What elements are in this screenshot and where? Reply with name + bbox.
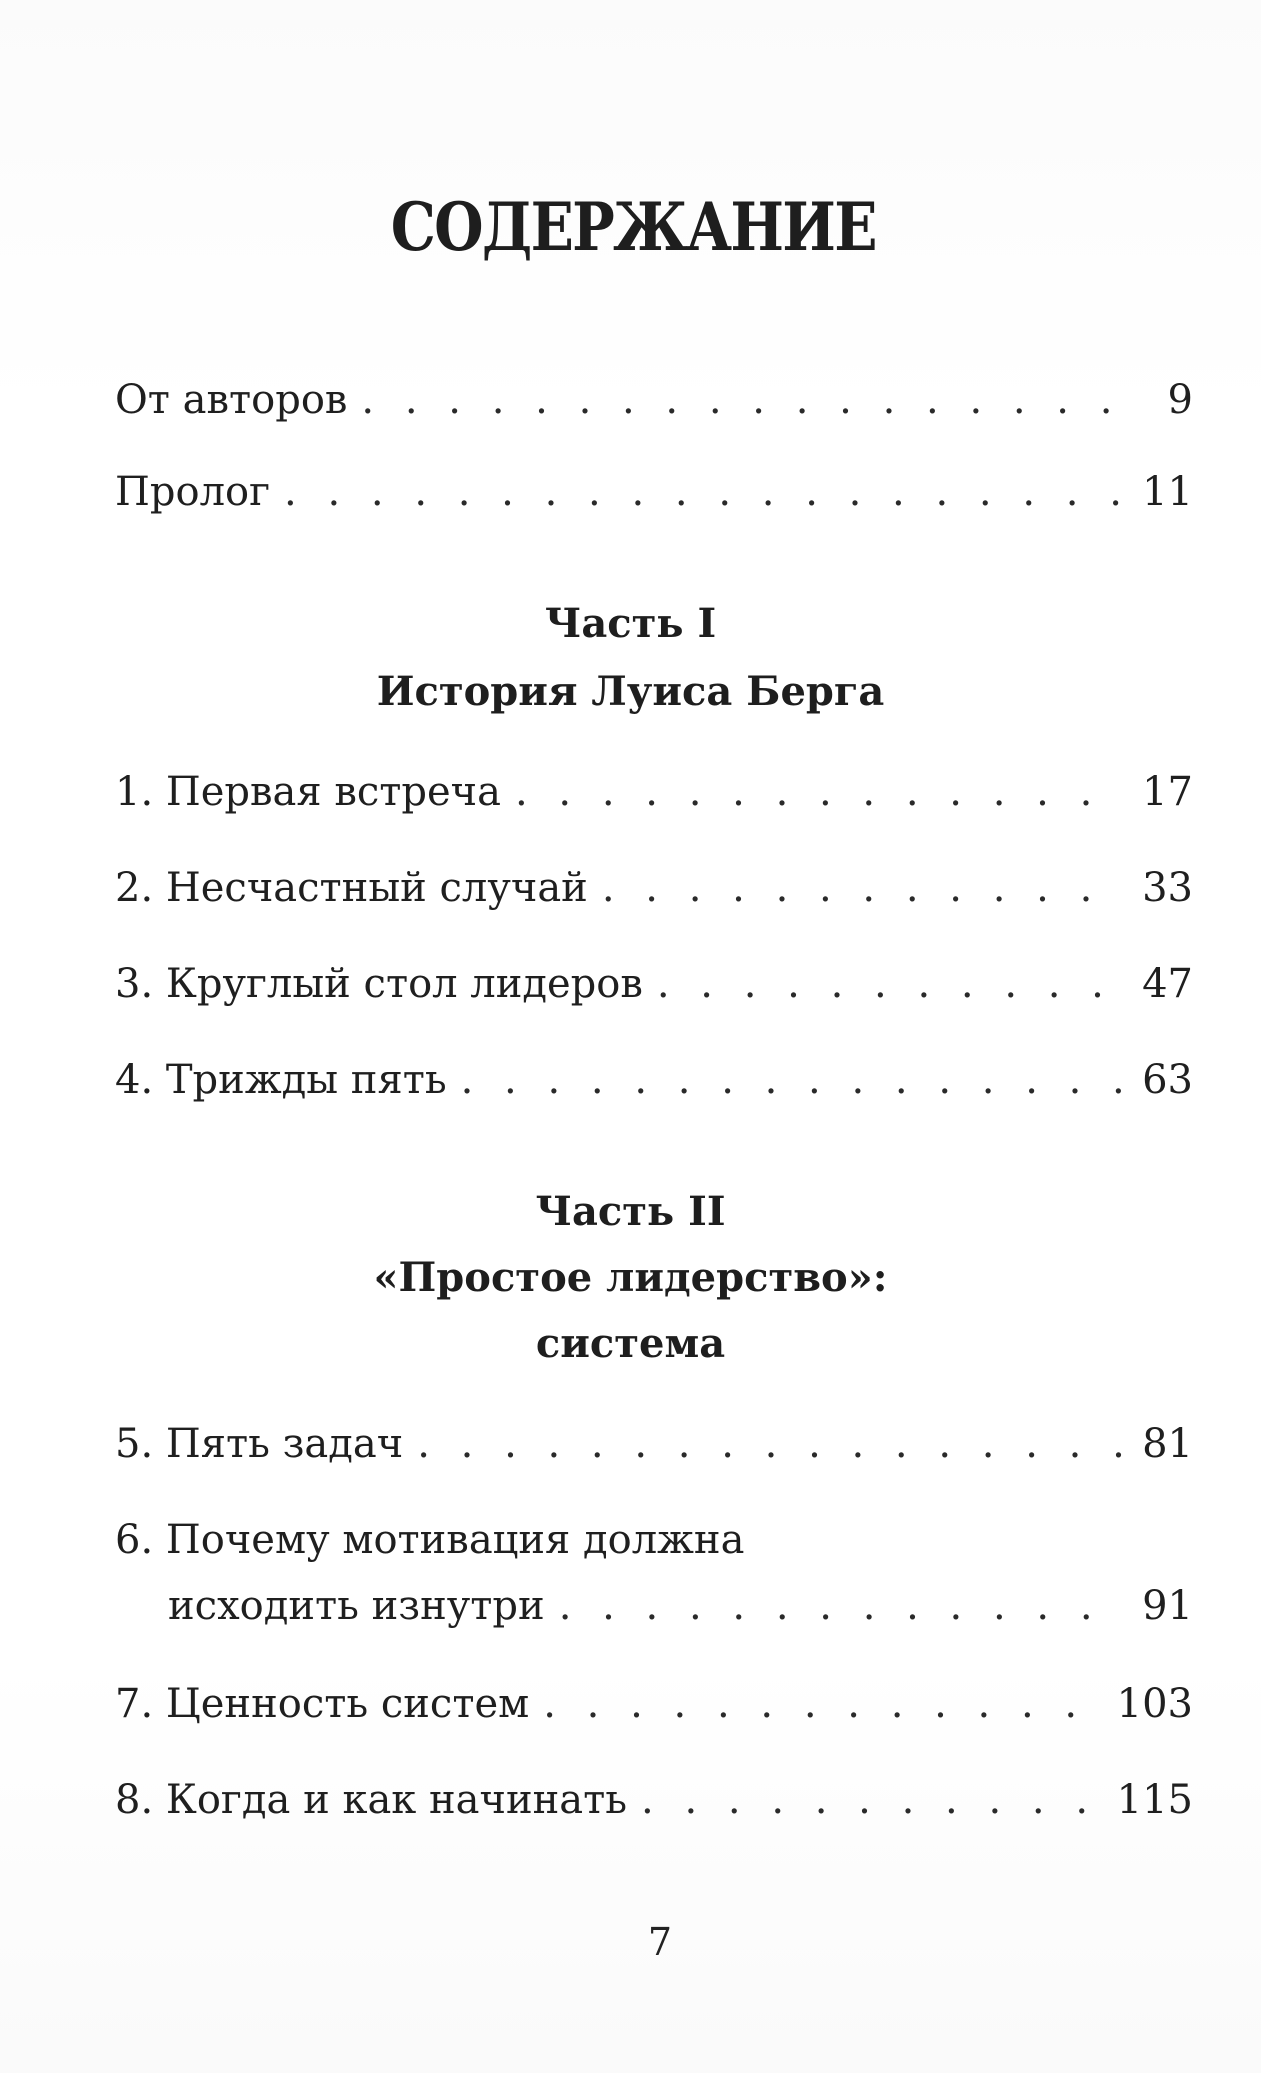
- toc-entry-page: 81: [1142, 1421, 1193, 1467]
- toc-entry-label: 7. Ценность систем: [115, 1681, 530, 1727]
- part-2-subtitle-line-2: система: [535, 1320, 726, 1367]
- toc-entry-page: 17: [1142, 769, 1193, 815]
- toc-entry-label: 3. Круглый стол лидеров: [115, 961, 643, 1007]
- toc-entry-page: 33: [1142, 865, 1193, 911]
- toc-entry-chapter-7[interactable]: [115, 1680, 1193, 1728]
- toc-entry-chapter-6-line-1[interactable]: 6. Почему мотивация должна: [115, 1517, 745, 1563]
- leader-dots: [657, 960, 1124, 1008]
- toc-entry-chapter-3[interactable]: [115, 960, 1193, 1008]
- toc-entry-page: 91: [1142, 1583, 1193, 1629]
- part-2-subtitle-line-1: «Простое лидерство»:: [373, 1254, 888, 1301]
- toc-entry-label: Пролог: [115, 469, 271, 515]
- toc-entry-label: 5. Пять задач: [115, 1421, 404, 1467]
- toc-entry-page: 103: [1116, 1681, 1193, 1727]
- part-1-heading: Часть I: [544, 600, 717, 647]
- leader-dots: [543, 1680, 1098, 1728]
- toc-entry-chapter-8[interactable]: [115, 1776, 1193, 1824]
- toc-entry-label: 4. Трижды пять: [115, 1057, 447, 1103]
- leader-dots: [559, 1582, 1124, 1630]
- toc-entry-label: От авторов: [115, 377, 348, 423]
- toc-entry-page: 47: [1142, 961, 1193, 1007]
- leader-dots: [284, 468, 1124, 516]
- page-title: СОДЕРЖАНИЕ: [390, 188, 876, 266]
- leader-dots: [417, 1420, 1124, 1468]
- part-2-heading: Часть II: [535, 1188, 726, 1235]
- leader-dots: [461, 1056, 1124, 1104]
- toc-entry-chapter-6[interactable]: [168, 1582, 1193, 1630]
- toc-entry-chapter-2[interactable]: [115, 864, 1193, 912]
- toc-entry-chapter-1[interactable]: [115, 768, 1193, 816]
- toc-entry-label: 8. Когда и как начинать: [115, 1777, 628, 1823]
- toc-entry-authors[interactable]: [115, 376, 1193, 424]
- toc-entry-chapter-5[interactable]: [115, 1420, 1193, 1468]
- toc-entry-label: 1. Первая встреча: [115, 769, 501, 815]
- toc-entry-page: 115: [1116, 1777, 1193, 1823]
- leader-dots: [602, 864, 1124, 912]
- toc-entry-page: 11: [1142, 469, 1193, 515]
- toc-entry-label: исходить изнутри: [168, 1583, 545, 1629]
- toc-entry-label: 2. Несчастный случай: [115, 865, 588, 911]
- toc-entry-page: 63: [1142, 1057, 1193, 1103]
- toc-entry-prologue[interactable]: [115, 468, 1193, 516]
- part-1-subtitle: История Луиса Берга: [376, 668, 885, 715]
- toc-entry-chapter-4[interactable]: [115, 1056, 1193, 1104]
- leader-dots: [361, 376, 1135, 424]
- toc-entry-page: 9: [1167, 377, 1193, 423]
- page-number: 7: [647, 1920, 673, 1964]
- leader-dots: [641, 1776, 1099, 1824]
- leader-dots: [515, 768, 1124, 816]
